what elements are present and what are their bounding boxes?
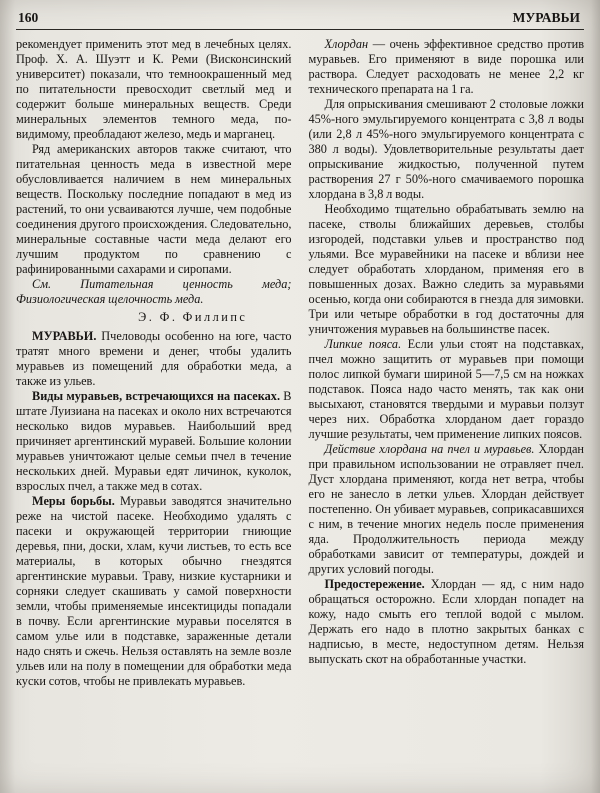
para-chlordan xyxy=(309,37,585,97)
section-lipkie-poyasa xyxy=(309,337,585,442)
paragraph-text: рекомендует применить этот мед в лечебных целях. Проф. Х. А. Шуэтт и К. Реми (Висконсинский университет) показали, что темноокрашенный мед по питательности превосходит светлый мед и содержит больше минеральных веществ. Среди минеральных элементов темного меда, по-видимому, преобладают железо, медь и марганец. xyxy=(16,37,292,141)
section-heading: Предостережение. xyxy=(324,577,431,591)
section-heading: Липкие пояса. xyxy=(324,337,408,351)
section-mery-borby xyxy=(16,494,292,689)
section-deystvie-chlordana xyxy=(309,442,585,577)
page-number: 160 xyxy=(18,10,39,25)
paragraph-text: Для опрыскивания смешивают 2 столовые ложки 45%-ного эмульгируемого концентрата с 3,8 л воды (или 2,8 л 45%-ного эмульгируемого концентрата с 380 л воды). Удовлетворительные результаты дает опрыскивание жидкостью, полученной путем растворения 27 г 50%-ного смачиваемого порошка хлордана в 3,8 л воды. xyxy=(308,97,584,201)
entry-title: МУРАВЬИ. xyxy=(32,329,102,343)
page-header xyxy=(16,8,584,29)
para-mineral-value xyxy=(16,142,292,277)
author-signature xyxy=(16,310,292,325)
paragraph-text: Пчеловоды особенно на юге, часто тратят много времени и денег, чтобы удалить муравьев из помещений для обработки меда, а также из ульев. xyxy=(16,329,292,388)
paragraph-text: Ряд американских авторов также считают, что питательная ценность меда в известной мере обусловливается наличием в нем минеральных веществ. Поскольку последние попадают в мед из растений, то они усваиваются лучше, чем подобные соединения другого происхождения. Следовательно, минеральные составные части меда делают его лучшим продуктом по сравнению с рафинированными сахарами и сиропами. xyxy=(16,142,292,276)
entry-muravyi xyxy=(16,329,292,389)
right-column xyxy=(309,37,585,689)
cross-reference-text: См. Питательная ценность меда; Физиологическая щелочность меда. xyxy=(16,277,292,306)
section-heading: Действие хлордана на пчел и муравьев. xyxy=(324,442,539,456)
paragraph-text: — очень эффективное средство против муравьев. Его применяют в виде порошка или раствора. Следует расходовать не менее 2,2 кг технического препарата на 1 га. xyxy=(308,37,584,96)
left-column xyxy=(16,37,292,689)
text-columns xyxy=(16,37,584,689)
header-rule xyxy=(16,29,584,30)
author-name: Э. Ф. Филлипс xyxy=(138,310,248,324)
section-predosterezhenie xyxy=(309,577,585,667)
section-vidy-muravyov xyxy=(16,389,292,494)
para-treatment xyxy=(309,202,585,337)
para-continuation xyxy=(16,37,292,142)
cross-reference xyxy=(16,277,292,307)
paragraph-text: Хлордан — яд, с ним надо обращаться осторожно. Если хлордан попадет на кожу, надо смыть его теплой водой с мылом. Держать его надо в плотно закрытых банках с надписью, в месте, недоступном детям. Нельзя выпускать скот на обработанные участки. xyxy=(308,577,584,666)
para-spraying xyxy=(309,97,585,202)
paragraph-text: Хлордан при правильном использовании не отравляет пчел. Дуст хлордана применяют, когда нет ветра, чтобы его не занесло в летки ульев. Хлордан действует постепенно. Он убивает муравьев, соприкасавшихся с ним, в течение многих недель после применения яда. Продолжительность периода между обработками зависит от температуры, дождей и других условий погоды. xyxy=(308,442,584,576)
section-heading: Меры борьбы. xyxy=(32,494,120,508)
paragraph-text: Необходимо тщательно обрабатывать землю на пасеке, стволы ближайших деревьев, столбы изгородей, подставки ульев и пространство под ульями. Все муравейники на пасеке и вблизи нее следует обработать хлорданом, применяя его в повышенных дозах. Важно следить за муравьями осенью, когда они собираются в гнезда для зимовки. Три или четыре обработки в год достаточны для уничтожения муравьев на большинстве пасек. xyxy=(308,202,584,336)
paragraph-text: В штате Луизиана на пасеках и около них встречаются несколько видов муравьев. Наибольший вред причиняет аргентинский муравей. Большие колонии муравьев уничтожают целые семьи пчел в течение нескольких дней. Муравьи едят личинок, куколок, взрослых пчел, а также мед в сотах. xyxy=(16,389,292,493)
running-title: МУРАВЬИ xyxy=(512,10,580,25)
paragraph-text: Если ульи стоят на подставках, пчел можно защитить от муравьев при помощи полос липкой бумаги шириной 5—7,5 см на ножках подставок. Пояса надо часто менять, так как они высыхают, становятся твердыми и муравьи ползут через них. Обработка хлорданом дает гораздо лучшие результаты, чем применение липких поясов. xyxy=(308,337,584,441)
section-heading: Виды муравьев, встречающихся на пасеках. xyxy=(32,389,284,403)
term-chlordan: Хлордан xyxy=(324,37,369,51)
paragraph-text: Муравьи заводятся значительно реже на чистой пасеке. Необходимо удалять с пасеки и окружающей территории гниющие деревья, пни, доски, хлам, кучи листьев, то есть все материалы, в которых обычно гнездятся аргентинские муравьи. Траву, низкие кустарники и сорняки следует скашивать у самой поверхности земли, чтобы применяемые инсектициды попадали в почву. Если аргентинские муравьи поселятся в самом улье или в подставке, зараженные детали надо снять и сжечь. Нельзя оставлять на земле возле ульев или на полу в помещении для обработки меда куски сотов, чтобы не привлекать муравьев. xyxy=(16,494,292,688)
